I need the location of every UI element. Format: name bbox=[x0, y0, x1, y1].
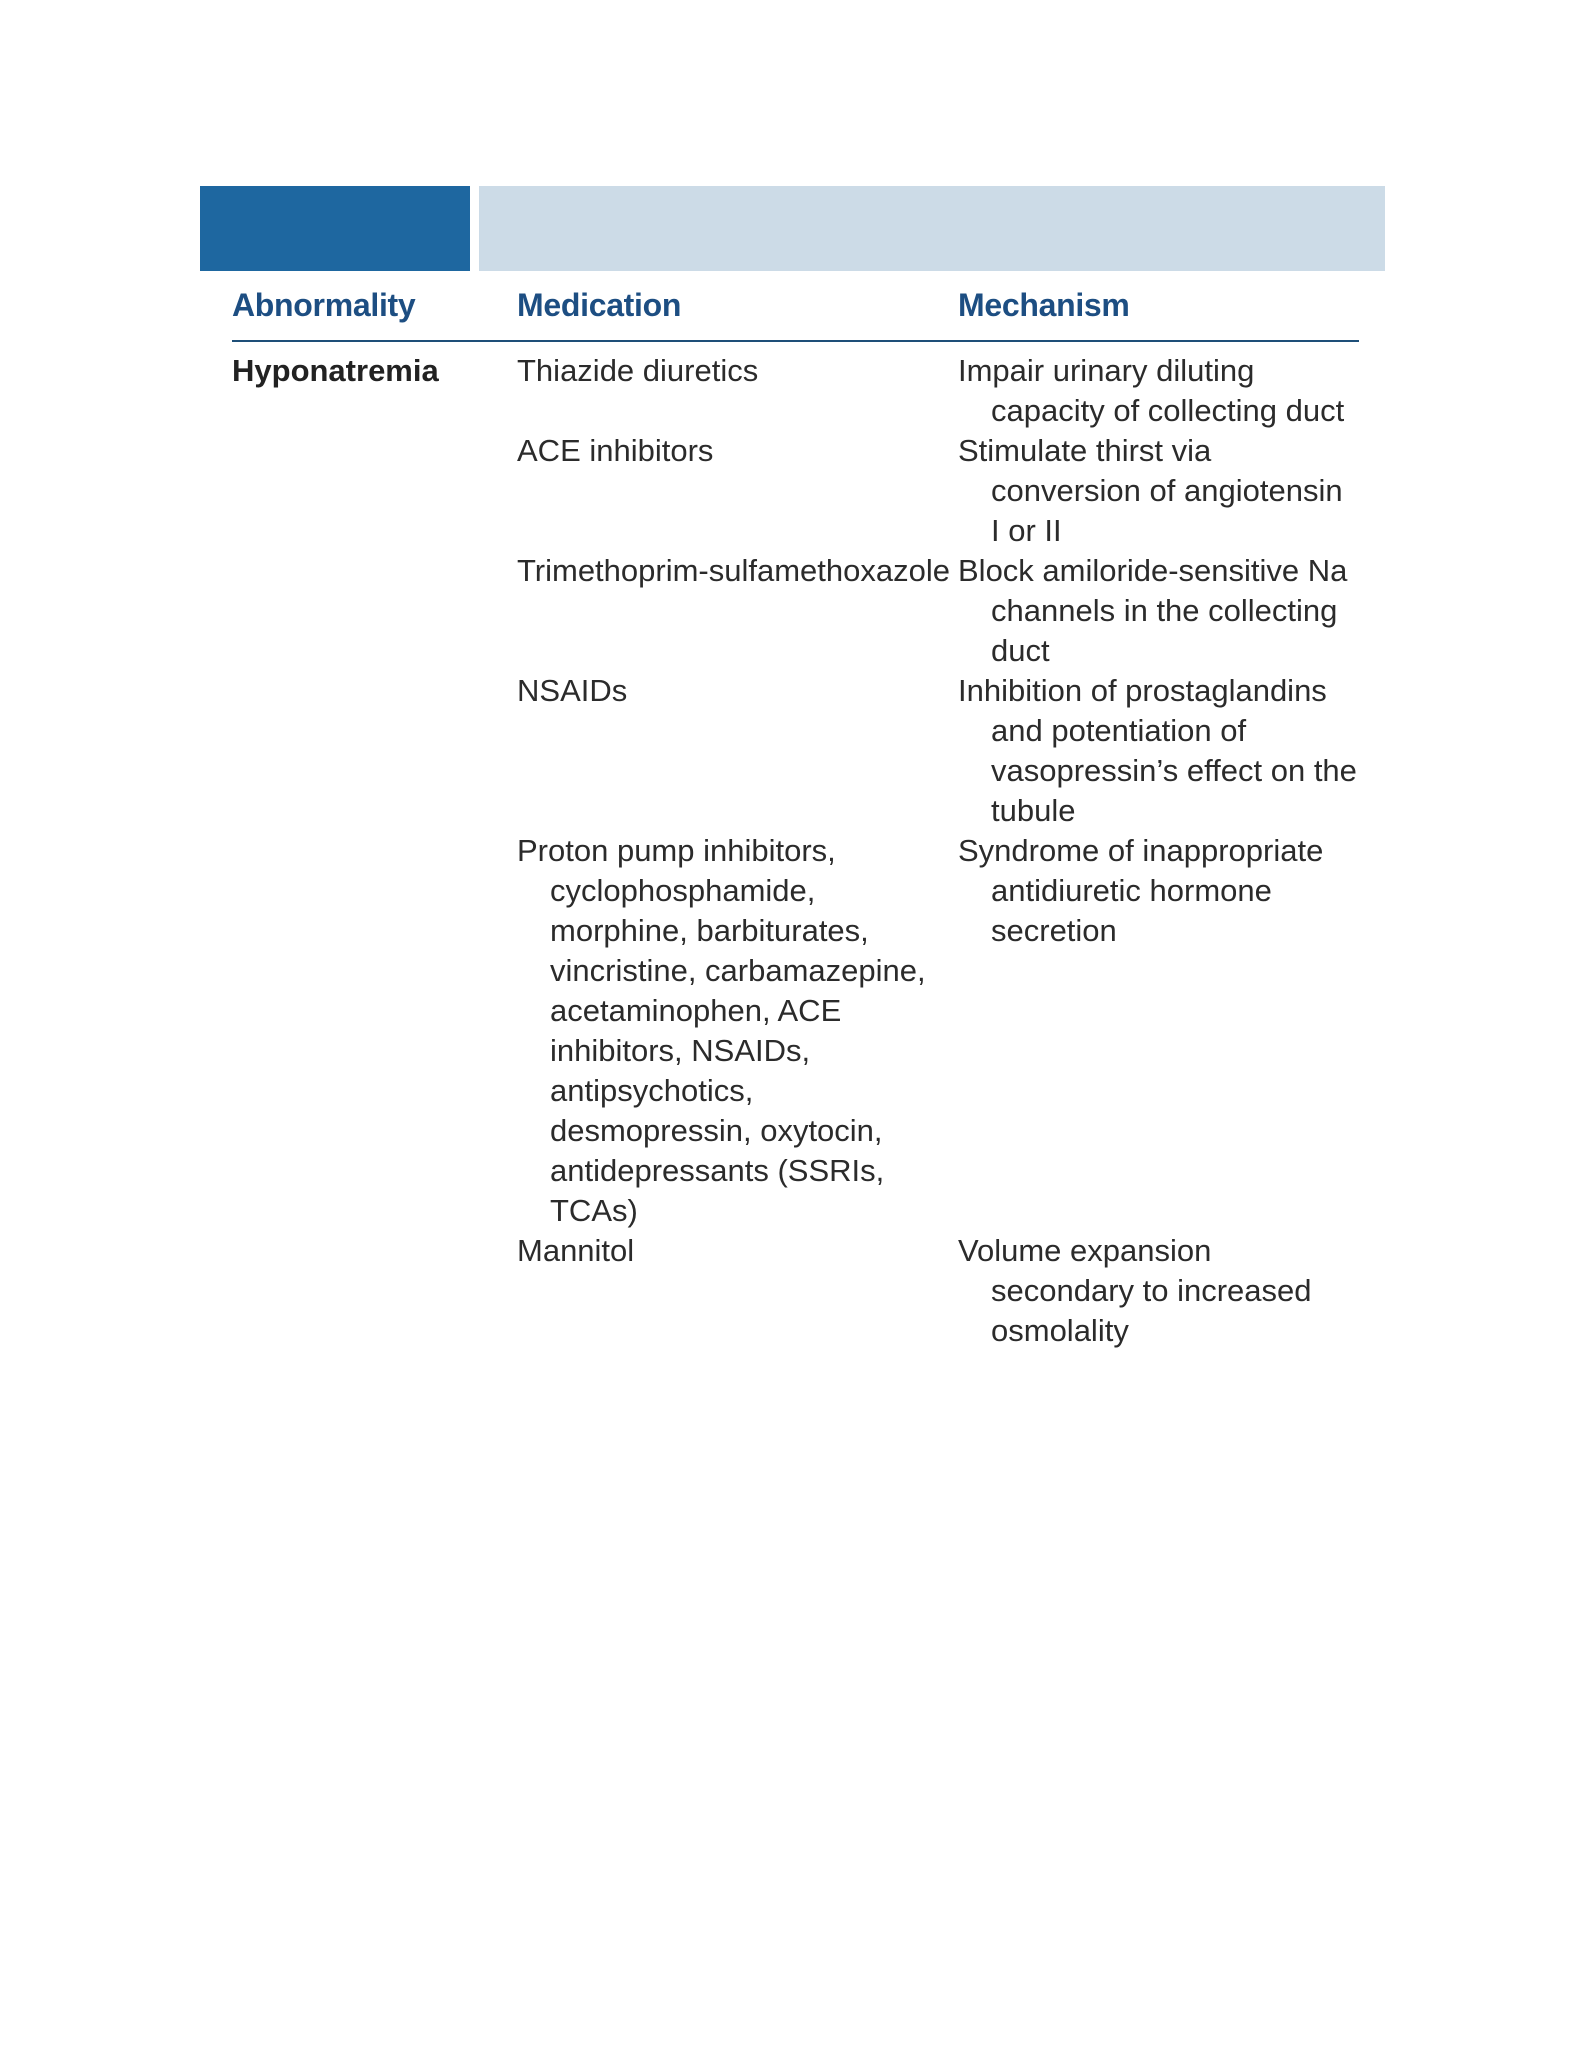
mechanism-cell: Volume expansion secondary to increased osmolality bbox=[958, 1233, 1312, 1348]
mechanism-cell: Stimulate thirst via conversion of angiotensin I or II bbox=[958, 433, 1343, 548]
table-header-row bbox=[232, 283, 1359, 342]
mechanism-cell: Block amiloride-sensitive Na channels in the collecting duct bbox=[958, 553, 1348, 668]
medication-cell: ACE inhibitors bbox=[517, 433, 714, 468]
header-mechanism: Mechanism bbox=[958, 287, 1130, 323]
medication-cell: Trimethoprim-sulfamethoxazole bbox=[517, 553, 951, 588]
mechanism-cell: Inhibition of prostaglandins and potentiation of vasopressin’s effect on the tubule bbox=[958, 673, 1357, 828]
table-title-band-left bbox=[200, 186, 470, 271]
header-abnormality: Abnormality bbox=[232, 287, 416, 323]
medication-table bbox=[232, 283, 1359, 1351]
table-row bbox=[232, 1231, 1359, 1351]
table-row bbox=[232, 431, 1359, 551]
medication-cell: Thiazide diuretics bbox=[517, 353, 759, 388]
table-row bbox=[232, 831, 1359, 1231]
medication-cell: NSAIDs bbox=[517, 673, 628, 708]
mechanism-cell: Syndrome of inappropriate antidiuretic hormone secretion bbox=[958, 833, 1324, 948]
medication-cell: Proton pump inhibitors, cyclophosphamide, morphine, barbiturates, vincristine, carbamazepine, acetaminophen, ACE inhibitors, NSAIDs, antipsychotics, desmopressin, oxytocin, antidepressants (SSRIs, TCAs) bbox=[517, 833, 926, 1228]
abnormality-cell: Hyponatremia bbox=[232, 353, 439, 388]
medication-cell: Mannitol bbox=[517, 1233, 635, 1268]
table-row bbox=[232, 351, 1359, 431]
table-row bbox=[232, 671, 1359, 831]
table-body bbox=[232, 342, 1359, 1351]
table-row bbox=[232, 551, 1359, 671]
header-medication: Medication bbox=[517, 287, 682, 323]
mechanism-cell: Impair urinary diluting capacity of collecting duct bbox=[958, 353, 1345, 428]
table-title-band-right bbox=[479, 186, 1385, 271]
